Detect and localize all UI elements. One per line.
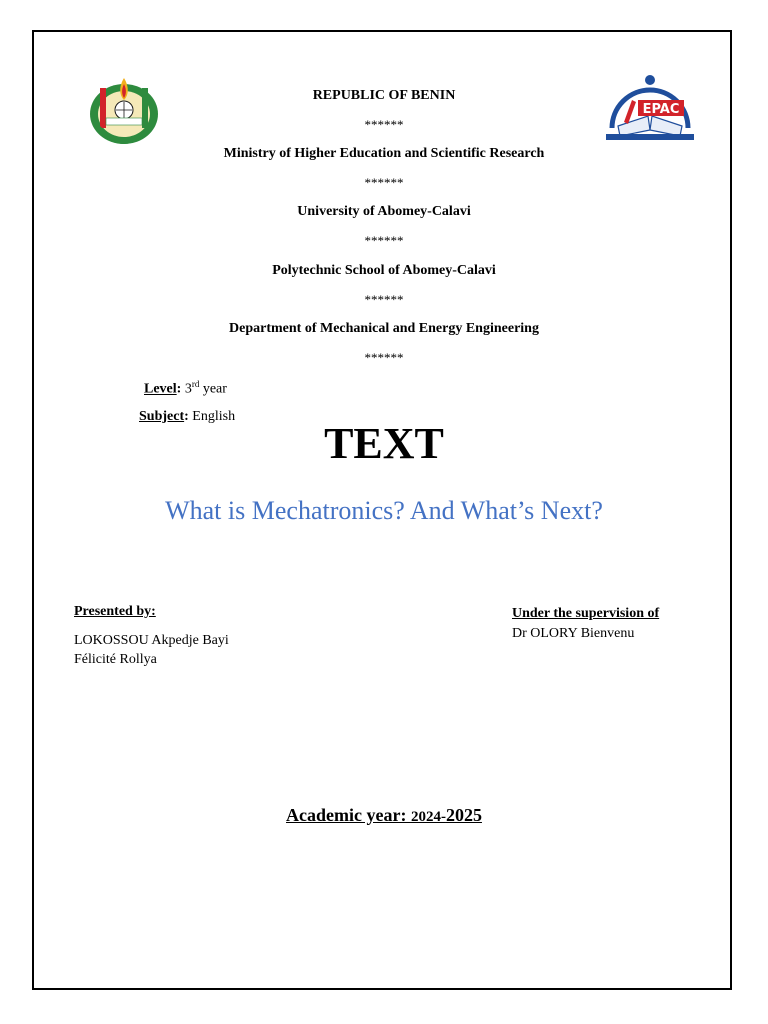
author-name-line-2: Félicité Rollya xyxy=(74,652,157,667)
separator-2: ****** xyxy=(364,175,404,190)
academic-year-text xyxy=(286,805,482,825)
university-logo xyxy=(86,74,162,146)
svg-text:EPAC: EPAC xyxy=(642,102,680,117)
document-title: TEXT xyxy=(324,419,444,468)
subject-value: English xyxy=(188,409,236,424)
author-name-line-1: LOKOSSOU Akpedje Bayi xyxy=(74,633,229,648)
level-label: Level xyxy=(144,381,177,397)
department-heading: Department of Mechanical and Energy Engineering xyxy=(229,321,539,336)
academic-year-end: 2025 xyxy=(445,805,482,825)
academic-year xyxy=(0,805,768,826)
school-heading: Polytechnic School of Abomey-Calavi xyxy=(272,263,496,278)
document-subtitle: What is Mechatronics? And What’s Next? xyxy=(165,496,603,525)
level-rest: year xyxy=(199,381,227,397)
separator-5: ****** xyxy=(364,350,404,365)
presented-by-label xyxy=(74,604,156,620)
subject-colon: : xyxy=(184,409,189,424)
academic-year-label: Academic year: xyxy=(286,805,411,825)
university-heading: University of Abomey-Calavi xyxy=(297,204,471,219)
supervision-label xyxy=(512,606,659,622)
subject-label: Subject xyxy=(139,409,185,424)
level-ordinal: rd xyxy=(191,379,200,389)
level-line xyxy=(144,379,227,398)
ministry-heading: Ministry of Higher Education and Scientific Research xyxy=(223,146,545,161)
separator-3: ****** xyxy=(364,233,404,248)
level-colon: : xyxy=(176,381,182,397)
level-number: 3 xyxy=(184,381,192,397)
country-heading: REPUBLIC OF BENIN xyxy=(312,88,456,103)
supervisor-name: Dr OLORY Bienvenu xyxy=(512,626,635,641)
separator-4: ****** xyxy=(364,292,404,307)
separator-1: ****** xyxy=(364,117,404,132)
academic-year-start: 2024- xyxy=(410,809,446,825)
supervision-text: Under the supervision of xyxy=(512,606,660,621)
university-seal-icon xyxy=(86,74,162,146)
presented-by-text: Presented by: xyxy=(74,604,156,619)
